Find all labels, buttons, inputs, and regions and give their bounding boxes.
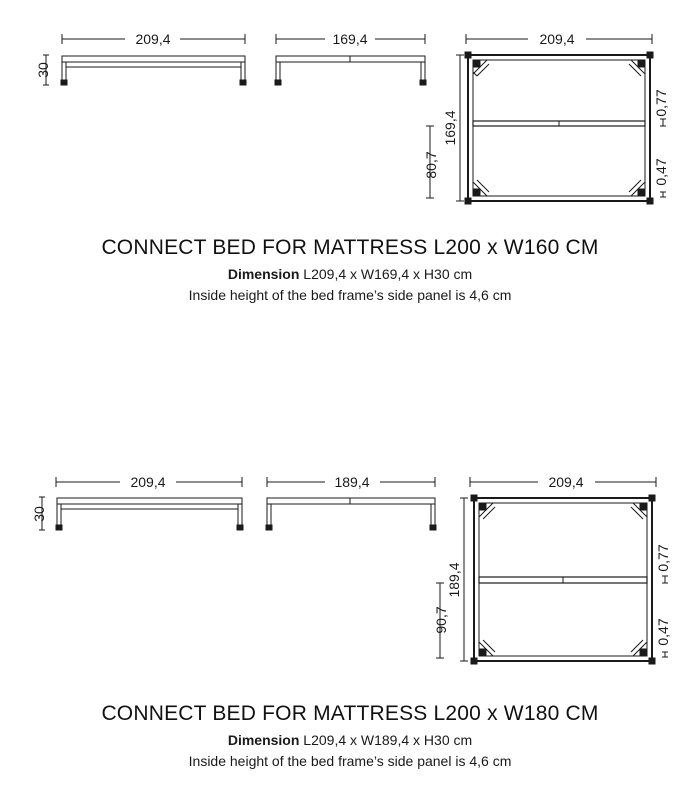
side-panel-note: Inside height of the bed frame’s side panel is 4,6 cm (188, 753, 512, 769)
end-width-dim: 169,4 (332, 31, 368, 47)
side-length-dim: 209,4 (135, 31, 171, 47)
rail-top-dim: 0,77 (653, 89, 669, 117)
dimension-line (0, 732, 700, 748)
plan-view (436, 477, 668, 664)
dimension-label: Dimension (227, 732, 300, 748)
half-width-dim: 80,7 (423, 151, 439, 179)
plan-width-dim: 169,4 (442, 110, 458, 146)
dimension-line (0, 266, 700, 282)
bed-section-w160 (0, 0, 700, 330)
technical-drawing-w160 (0, 0, 700, 230)
rail-bottom-dim: 0,47 (653, 158, 669, 186)
height-dim: 30 (35, 62, 51, 78)
plan-length-dim: 209,4 (539, 31, 575, 47)
product-title: CONNECT BED FOR MATTRESS L200 x W180 CM (101, 702, 599, 725)
dimension-value: L209,4 x W169,4 x H30 cm (303, 266, 473, 282)
rail-top-dim: 0,77 (655, 544, 671, 572)
plan-width-dim: 189,4 (446, 562, 462, 598)
end-width-dim: 189,4 (334, 474, 370, 490)
rail-bottom-dim: 0,47 (655, 618, 671, 646)
side-panel-note: Inside height of the bed frame’s side panel is 4,6 cm (188, 287, 512, 303)
product-title: CONNECT BED FOR MATTRESS L200 x W160 CM (101, 236, 599, 259)
technical-drawing-w180 (0, 460, 700, 690)
caption-w160 (0, 236, 700, 303)
plan-length-dim: 209,4 (548, 474, 584, 490)
plan-view (426, 34, 666, 204)
height-dim: 30 (31, 506, 47, 522)
dimension-label: Dimension (227, 266, 300, 282)
side-length-dim: 209,4 (130, 474, 166, 490)
bed-section-w180 (0, 460, 700, 800)
caption-w180 (0, 702, 700, 769)
half-width-dim: 90,7 (433, 606, 449, 634)
dimension-value: L209,4 x W189,4 x H30 cm (303, 732, 473, 748)
